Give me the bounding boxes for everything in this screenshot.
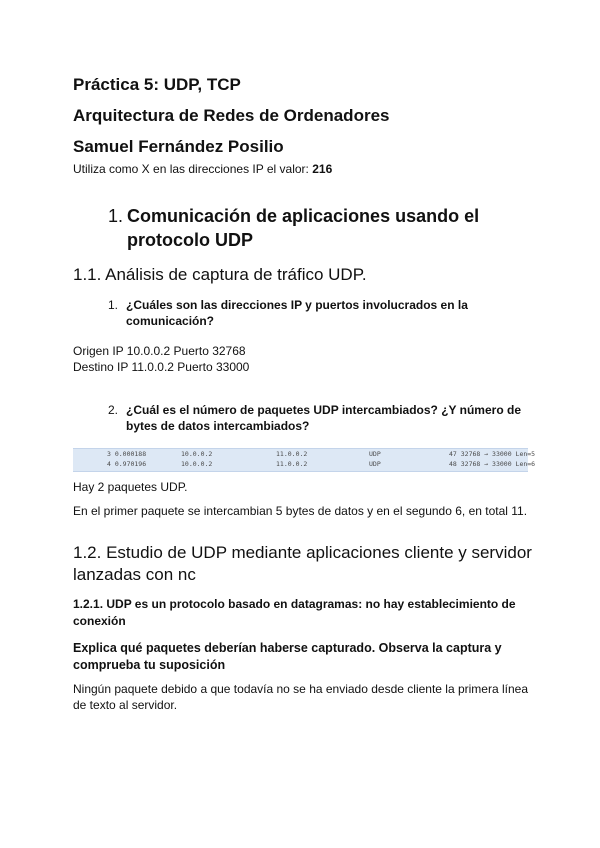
exercise-answer: Ningún paquete debido a que todavía no se ha enviado desde cliente la primera línea de texto al servidor. [73,682,528,712]
section-1-number: 1. [108,206,124,226]
packet-capture-screenshot [73,448,536,472]
capture-cell-protocol: UDP [369,460,381,468]
subject-title: Arquitectura de Redes de Ordenadores [73,106,390,125]
capture-cell-info: 48 32768 → 33000 Len=6 [449,460,536,468]
section-1-title: Comunicación de aplicaciones usando el protocolo UDP [127,206,480,250]
capture-row [73,459,536,469]
answer-1-destination: Destino IP 11.0.0.2 Puerto 33000 [73,360,250,374]
ip-note-text: Utiliza como X en las direcciones IP el valor: [73,162,313,176]
question-2-number: 2. [108,403,119,417]
capture-cell-destination: 11.0.0.2 [276,450,308,458]
capture-cell-no: 4 0.970196 [107,460,147,468]
question-2 [108,402,533,434]
document-title: Práctica 5: UDP, TCP [73,75,241,94]
question-1-number: 1. [108,298,119,312]
capture-cell-source: 10.0.0.2 [181,460,213,468]
capture-cell-info: 47 32768 → 33000 Len=5 [449,450,536,458]
subsection-1-2-1-heading: 1.2.1. UDP es un protocolo basado en datagramas: no hay establecimiento de conexión [73,597,516,628]
question-1 [108,297,533,329]
ip-note-value: 216 [312,162,333,176]
author-name: Samuel Fernández Posilio [73,137,284,156]
question-1-text: ¿Cuáles son las direcciones IP y puertos involucrados en la comunicación? [126,298,468,328]
question-2-text: ¿Cuál es el número de paquetes UDP intercambiados? ¿Y número de bytes de datos intercambiados? [126,403,521,433]
capture-cell-source: 10.0.0.2 [181,450,213,458]
capture-cell-no: 3 0.000188 [107,450,147,458]
capture-row [73,449,536,459]
section-1-1-heading: 1.1. Análisis de captura de tráfico UDP. [73,265,367,284]
section-1-2-heading: 1.2. Estudio de UDP mediante aplicaciones cliente y servidor lanzadas con nc [73,543,532,584]
answer-2-packets: Hay 2 paquetes UDP. [73,480,188,494]
ip-note [73,161,332,177]
answer-1-origin: Origen IP 10.0.0.2 Puerto 32768 [73,344,246,358]
section-1-heading [108,204,528,252]
capture-cell-destination: 11.0.0.2 [276,460,308,468]
exercise-question: Explica qué paquetes deberían haberse capturado. Observa la captura y comprueba tu suposición [73,641,502,672]
answer-2-bytes: En el primer paquete se intercambian 5 bytes de datos y en el segundo 6, en total 11. [73,504,528,518]
capture-cell-protocol: UDP [369,450,381,458]
